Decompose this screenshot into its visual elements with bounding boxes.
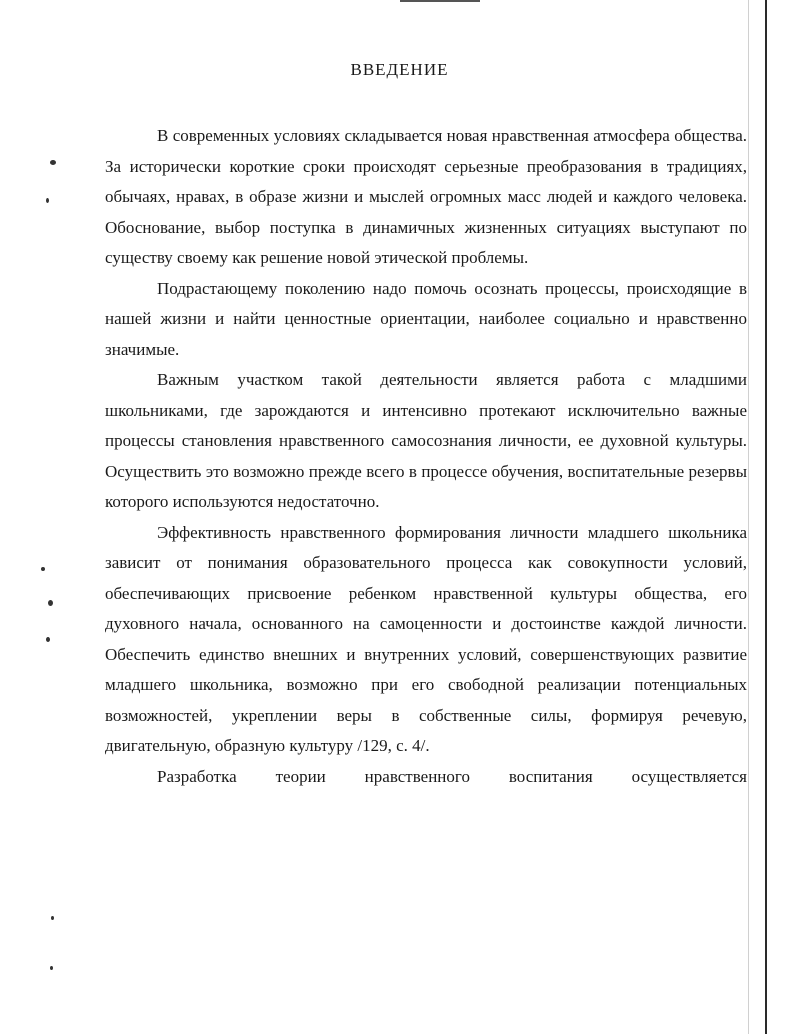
page-title: ВВЕДЕНИЕ: [350, 60, 449, 79]
scan-speck: [50, 160, 56, 165]
scan-speck: [41, 567, 45, 571]
scan-speck: [50, 966, 53, 970]
paragraph: Важным участком такой деятельности является работа с младшими школьниками, где зарождаются и интенсивно протекают исключительно важные процессы становления нравственного самосознания личности, ее духовной культуры. Осуществить это возможно прежде всего в процессе обучения, воспитательные резервы которого используются недостаточно.: [105, 370, 747, 511]
scan-speck: [48, 600, 53, 606]
paragraph: В современных условиях складывается новая нравственная атмосфера общества. За исторически короткие сроки происходят серьезные преобразования в традициях, обычаях, нравах, в образе жизни и мыслей огромных масс людей и каждого человека. Обоснование, выбор поступка в динамичных жизненных ситуациях выступают по существу своему как решение новой этической проблемы.: [105, 126, 747, 267]
scan-speck: [46, 198, 49, 203]
scan-speck: [46, 637, 50, 642]
body-text: [105, 121, 747, 792]
paragraph: Подрастающему поколению надо помочь осознать процессы, происходящие в нашей жизни и найти ценностные ориентации, наиболее социально и нравственно значимые.: [105, 278, 747, 359]
scan-speck: [51, 916, 54, 920]
paragraph: Эффективность нравственного формирования личности младшего школьника зависит от понимания образовательного процесса как совокупности условий, обеспечивающих присвоение ребенком нравственной культуры общества, его духовного начала, основанного на самоценности и достоинстве каждой личности. Обеспечить единство внешних и внутренних условий, совершенствующих развитие младшего школьника, возможно при его свободной реализации потенциальных возможностей, укреплении веры в собственные силы, формируя речевую, двигательную, образную культуру /129, с. 4/.: [105, 522, 747, 755]
page-right-edge-faint: [748, 0, 749, 1034]
page-right-edge: [765, 0, 767, 1034]
page-top-edge: [400, 0, 480, 2]
paragraph: Разработка теории нравственного воспитания осуществляется: [157, 766, 747, 786]
